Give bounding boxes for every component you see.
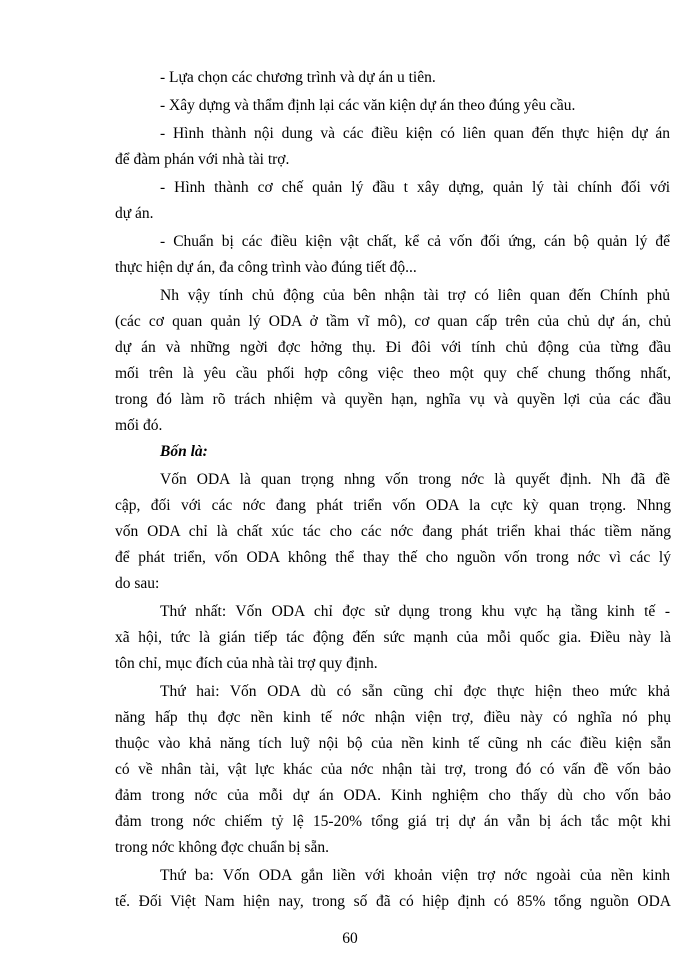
text-line: thực hiện dự án, đa công trình vào đúng tiết độ...: [115, 259, 417, 276]
text-line: do sau:: [115, 575, 160, 592]
text-line: năng hấp thụ đợc nền kinh tế nớc nhận viện trợ, điều này có nghĩa nó phụ: [115, 709, 671, 726]
text-line: đảm trong nớc chiếm tỷ lệ 15-20% tổng giá trị dự án vẫn bị ách tắc một khi: [115, 813, 671, 830]
text-line: trong đó làm rõ trách nhiệm và quyền hạn, nghĩa vụ và quyền lợi của các đầu: [115, 391, 671, 408]
text-line: cập, đối với các nớc đang phát triển vốn ODA la cực kỳ quan trọng. Nhng: [115, 497, 671, 514]
text-line: - Hình thành cơ chế quản lý đầu t xây dựng, quản lý tài chính đối với: [160, 179, 670, 196]
text-line: tế. Đối Việt Nam hiện nay, trong số đã có hiệp định có 85% tổng nguồn ODA: [115, 893, 671, 910]
text-line: để đàm phán với nhà tài trợ.: [115, 151, 290, 168]
text-line: - Chuẩn bị các điều kiện vật chất, kể cả vốn đối ứng, cán bộ quản lý để: [160, 233, 670, 250]
text-line: xã hội, tức là gián tiếp tác động đến sức mạnh của mỗi quốc gia. Điều này là: [115, 629, 671, 646]
text-line: - Lựa chọn các chương trình và dự án u tiên.: [160, 69, 436, 86]
section-heading: Bốn là:: [160, 443, 208, 460]
text-line: tôn chỉ, mục đích của nhà tài trợ quy định.: [115, 655, 378, 672]
page-number: 60: [342, 930, 358, 947]
text-line: Thứ nhất: Vốn ODA chỉ đợc sử dụng trong khu vực hạ tầng kinh tế -: [160, 603, 670, 620]
text-line: thuộc vào khả năng tích luỹ nội bộ của nền kinh tế cũng nh các điều kiện sẵn: [115, 735, 671, 752]
text-line: vốn ODA chỉ là chất xúc tác cho các nớc đang phát triển khai thác tiềm năng: [115, 523, 671, 540]
text-line: - Xây dựng và thẩm định lại các văn kiện dự án theo đúng yêu cầu.: [160, 97, 576, 114]
text-line: Vốn ODA là quan trọng nhng vốn trong nớc là quyết định. Nh đã đề: [160, 471, 670, 488]
text-line: - Hình thành nội dung và các điều kiện có liên quan đến thực hiện dự án: [160, 125, 670, 142]
text-line: mối trên là yêu cầu phối hợp công việc theo một quy chế chung thống nhất,: [115, 365, 671, 382]
text-line: có về nhân tài, vật lực khác của nớc nhận tài trợ, trong đó có vấn đề vốn bảo: [115, 761, 671, 778]
text-line: mối đó.: [115, 417, 163, 434]
text-line: trong nớc không đợc chuẩn bị sẵn.: [115, 839, 329, 856]
text-line: Thứ ba: Vốn ODA gắn liền với khoản viện trợ nớc ngoài của nền kinh: [160, 867, 670, 884]
text-line: Nh vậy tính chủ động của bên nhận tài trợ có liên quan đến Chính phủ: [160, 287, 670, 304]
text-line: (các cơ quan quản lý ODA ở tầm vĩ mô), cơ quan cấp trên của chủ dự án, chủ: [115, 313, 671, 330]
text-line: Thứ hai: Vốn ODA dù có sẵn cũng chỉ đợc thực hiện theo mức khả: [160, 683, 670, 700]
text-line: để phát triển, vốn ODA không thể thay thế cho nguồn vốn trong nớc vì các lý: [115, 549, 671, 566]
text-line: dự án.: [115, 205, 154, 222]
text-line: dự án và những ngời đợc hởng thụ. Đi đôi với tính chủ động của từng đầu: [115, 339, 671, 356]
text-line: đảm trong nớc của mỗi dự án ODA. Kinh nghiệm cho thấy dù cho vốn bảo: [115, 787, 671, 804]
